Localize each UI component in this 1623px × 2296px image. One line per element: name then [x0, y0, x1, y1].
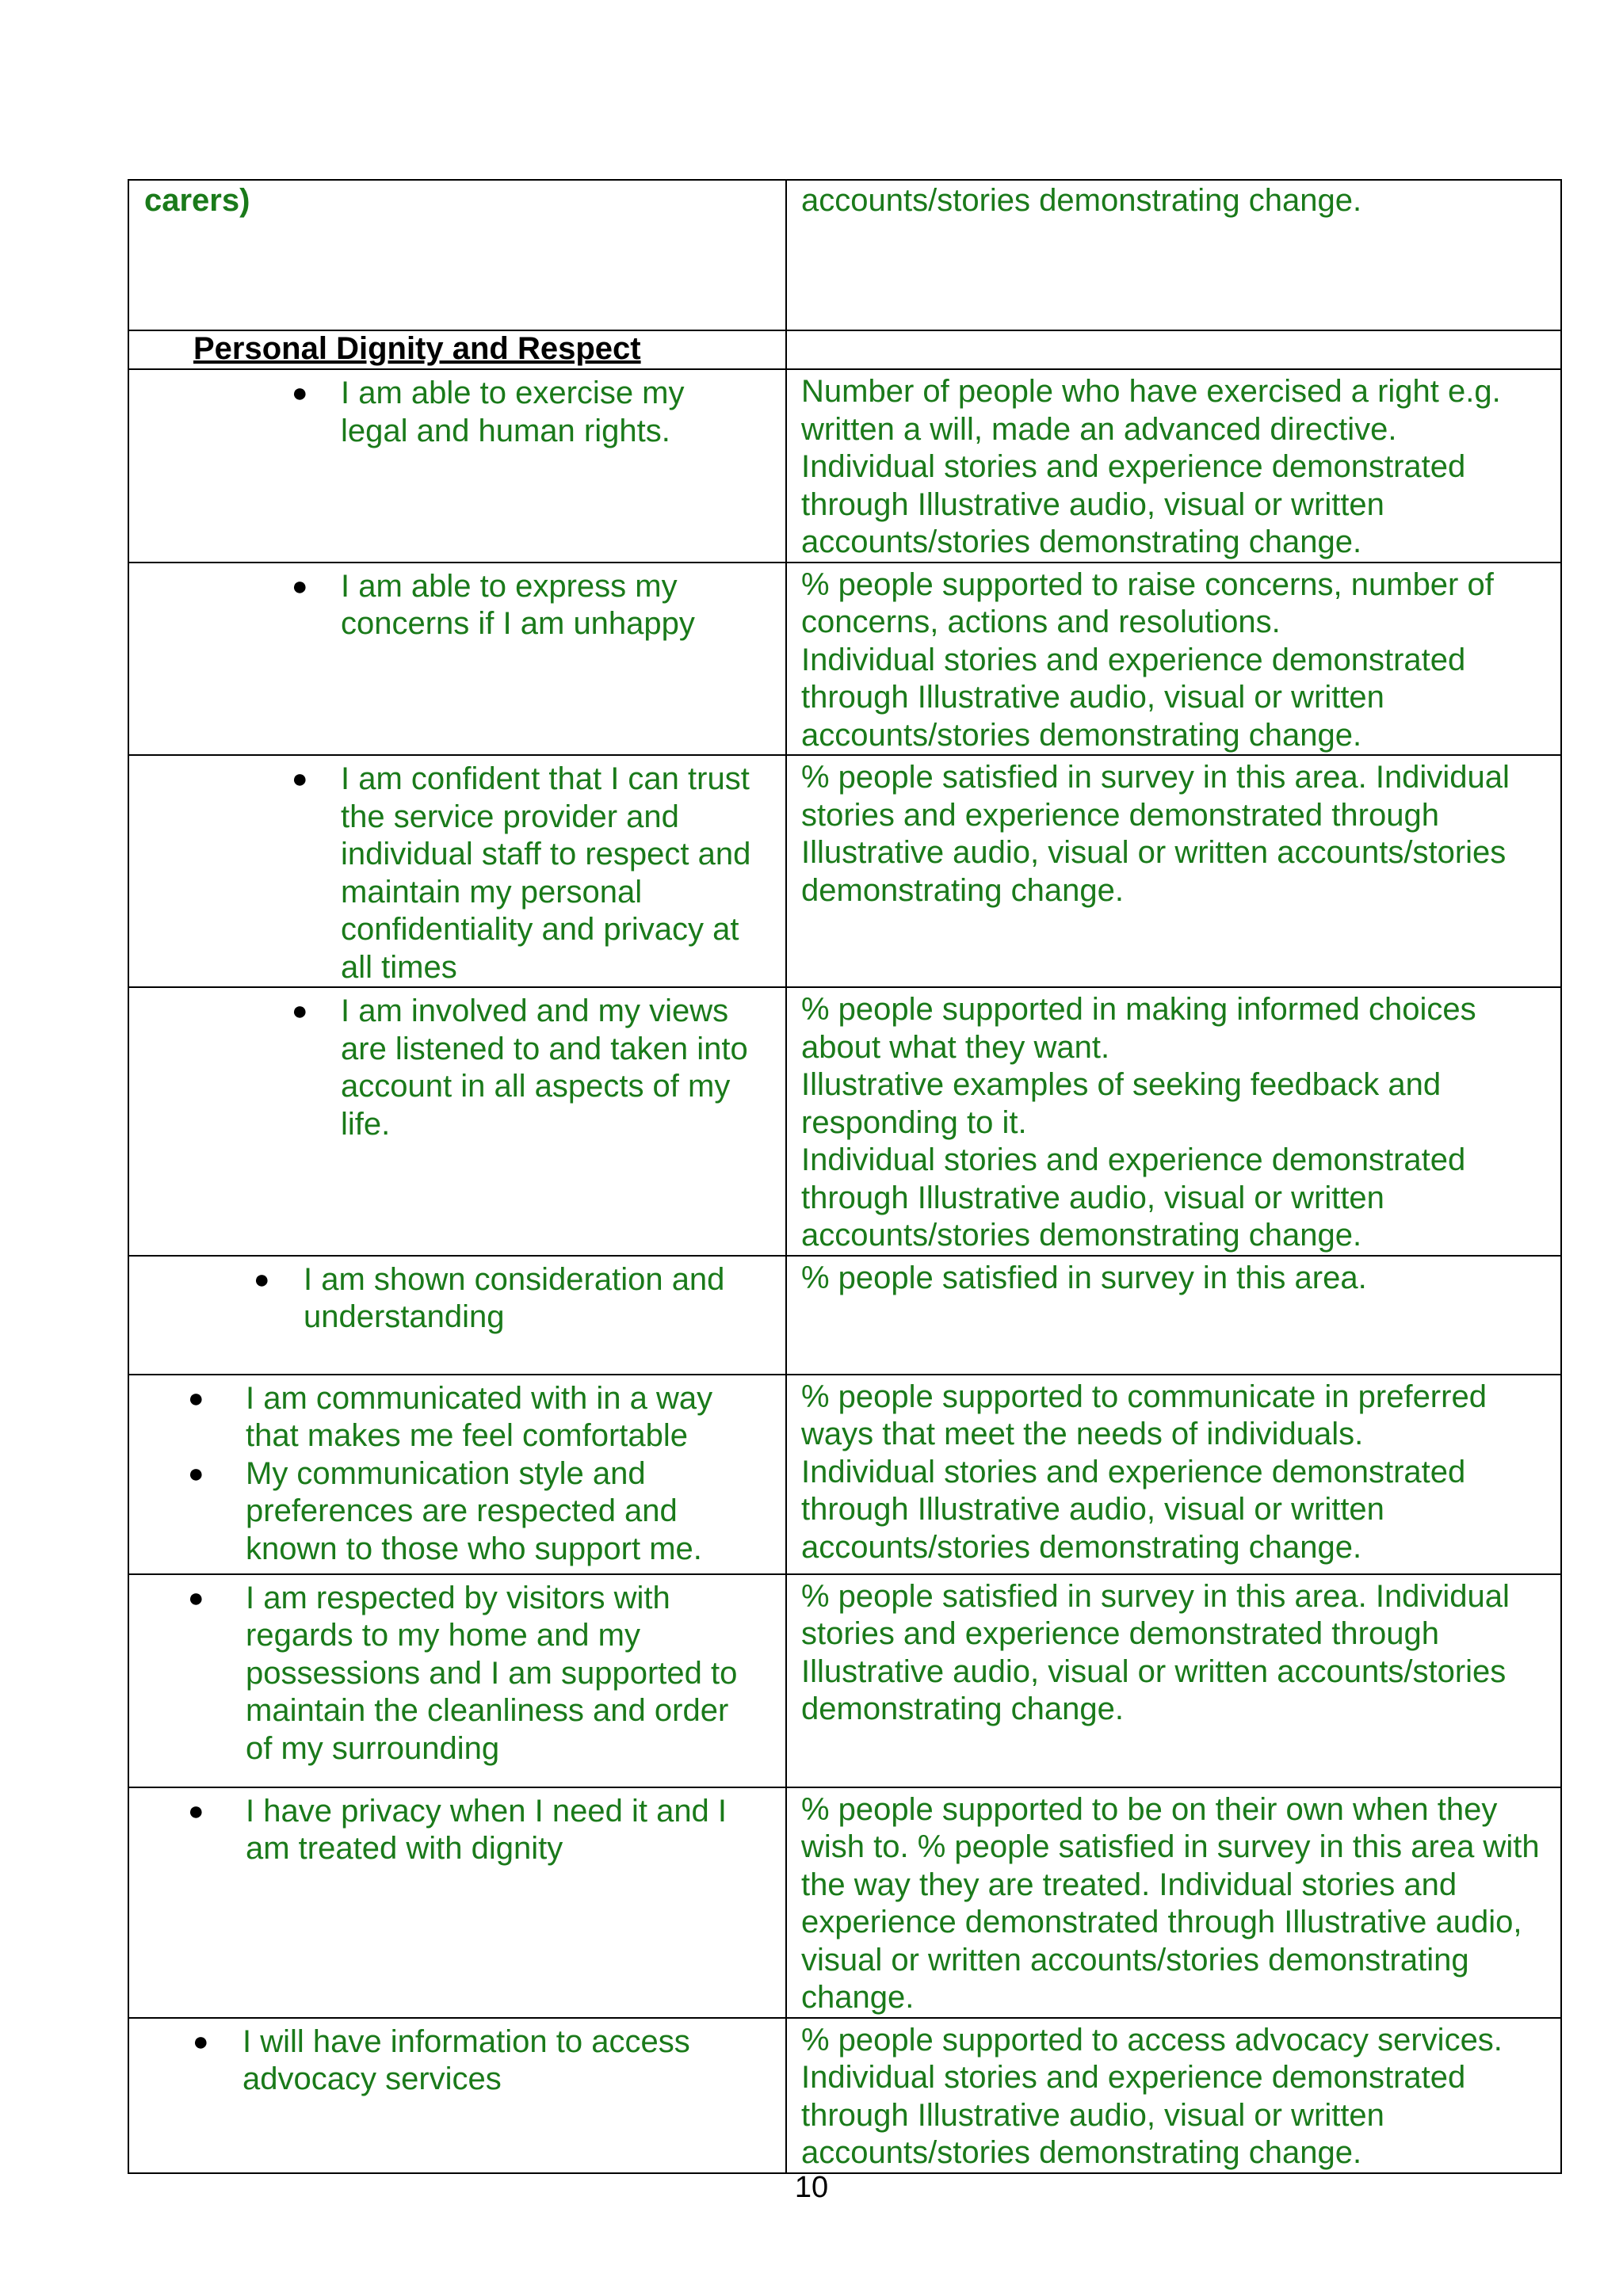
- table-row: [128, 2018, 1561, 2173]
- table-row: [128, 1256, 1561, 1375]
- table-row: [128, 1375, 1561, 1574]
- evidence-text: % people supported to be on their own when they wish to. % people satisfied in survey in this area with the way they are treated. Individual stories and experience demonstrated through Illustrative audio, visual or written accounts/stories demonstrating change.: [801, 1791, 1540, 2015]
- outcome-item: ● I am shown consideration and understanding: [254, 1261, 725, 1334]
- bullet-icon: ●: [193, 2026, 209, 2057]
- outcome-item: ● I will have information to access advocacy services: [193, 2023, 690, 2096]
- outcome-item: ● I am communicated with in a way that makes me feel comfortable: [188, 1380, 713, 1453]
- table-row: [128, 1787, 1561, 2018]
- table-row-carers: [128, 180, 1561, 330]
- carers-text: carers): [144, 183, 250, 218]
- evidence-text: % people supported to raise concerns, number of concerns, actions and resolutions. Individual stories and experience demonstrated through Illustrative audio, visual or written accounts/stories demonstrating change.: [801, 566, 1494, 753]
- section-heading-row: [128, 330, 1561, 369]
- table-row: [128, 755, 1561, 987]
- outcome-item: ● I am respected by visitors with regards to my home and my possessions and I am supported to maintain the cleanliness and order of my surrounding: [188, 1580, 738, 1766]
- outcome-item: ● I have privacy when I need it and I am treated with dignity: [188, 1793, 727, 1866]
- bullet-icon: ●: [188, 1458, 204, 1489]
- outcomes-table: [128, 179, 1562, 2174]
- bullet-icon: ●: [254, 1264, 270, 1295]
- outcome-item: ● My communication style and preferences are respected and known to those who support me.: [188, 1455, 702, 1566]
- evidence-text: % people satisfied in survey in this area. Individual stories and experience demonstrated through Illustrative audio, visual or written accounts/stories demonstrating change.: [801, 1578, 1510, 1726]
- evidence-text: % people supported to access advocacy services. Individual stories and experience demonstrated through Illustrative audio, visual or written accounts/stories demonstrating change.: [801, 2022, 1503, 2170]
- page-number: 10: [794, 2171, 829, 2204]
- outcome-item: ● I am involved and my views are listened to and taken into account in all aspects of my life.: [292, 994, 748, 1142]
- outcome-item: ● I am able to express my concerns if I am unhappy: [292, 568, 695, 641]
- bullet-icon: ●: [188, 1582, 204, 1613]
- bullet-icon: ●: [292, 570, 308, 601]
- evidence-text: Number of people who have exercised a right e.g. written a will, made an advanced directive. Individual stories and experience demonstrated through Illustrative audio, visual or written accounts/stories demonstrating change.: [801, 374, 1501, 559]
- evidence-text: % people supported to communicate in preferred ways that meet the needs of individuals. Individual stories and experience demonstrated through Illustrative audio, visual or written accounts/stories demonstrating change.: [801, 1379, 1487, 1565]
- table-row: [128, 987, 1561, 1256]
- table-row: [128, 563, 1561, 756]
- bullet-icon: ●: [292, 378, 308, 408]
- evidence-text: % people satisfied in survey in this area.: [801, 1260, 1367, 1295]
- evidence-text: % people supported in making informed choices about what they want. Illustrative examples of seeking feedback and responding to it. Individual stories and experience demonstrated through Illustrative audio, visual or written accounts/stories demonstrating change.: [801, 992, 1476, 1253]
- bullet-icon: ●: [292, 996, 308, 1026]
- table-row: [128, 1574, 1561, 1787]
- bullet-icon: ●: [188, 1795, 204, 1826]
- outcome-item: ● I am able to exercise my legal and human rights.: [292, 376, 685, 448]
- evidence-text: % people satisfied in survey in this area. Individual stories and experience demonstrated through Illustrative audio, visual or written accounts/stories demonstrating change.: [801, 760, 1510, 908]
- bullet-icon: ●: [188, 1383, 204, 1413]
- section-heading: Personal Dignity and Respect: [193, 331, 641, 366]
- table-row: [128, 369, 1561, 563]
- evidence-text: accounts/stories demonstrating change.: [801, 183, 1362, 218]
- bullet-icon: ●: [292, 764, 308, 794]
- outcome-item: ● I am confident that I can trust the service provider and individual staff to respect and maintain my personal confidentiality and privacy at all times: [292, 761, 751, 985]
